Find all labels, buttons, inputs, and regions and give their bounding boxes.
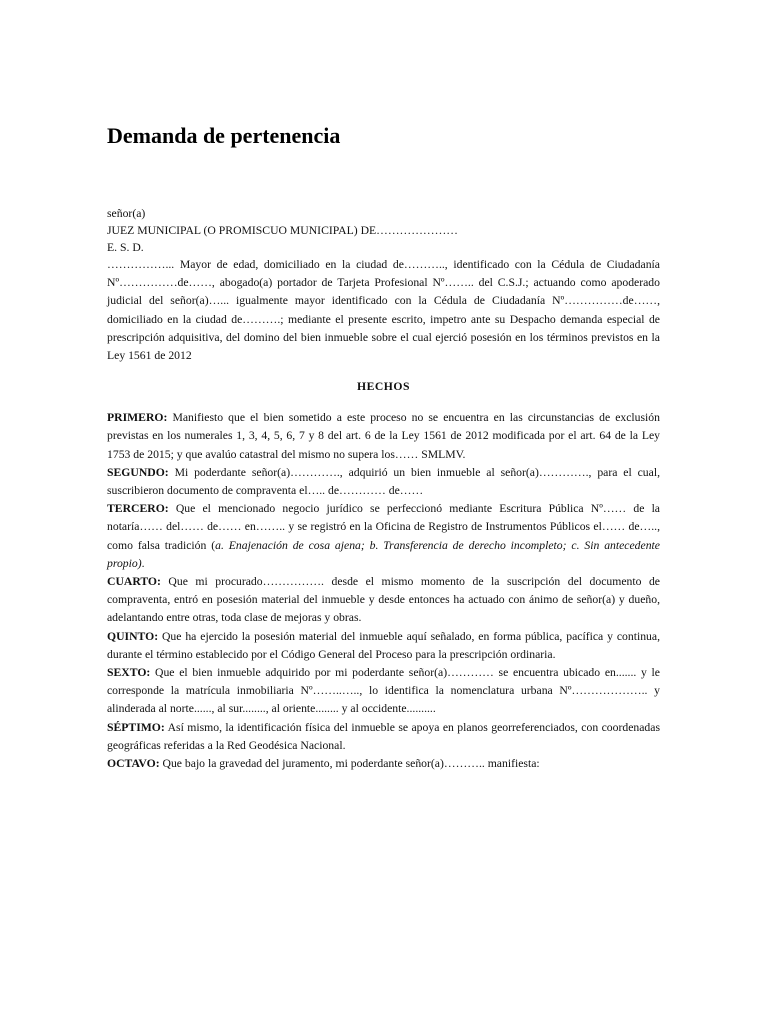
hecho-quinto	[107, 628, 660, 664]
hecho-label: PRIMERO:	[107, 411, 168, 425]
hecho-text: Manifiesto que el bien sometido a este proceso no se encuentra en las circunstancias de exclusión previstas en los numerales 1, 3, 4, 5, 6, 7 y 8 del art. 6 de la Ley 1561 de 2012 modificada por el art. 64 de la Ley 1753 de 2015; y que avalúo catastral del mismo no supera los…… SMLMV.	[107, 411, 660, 461]
hecho-cuarto	[107, 573, 660, 628]
hecho-primero	[107, 409, 660, 464]
hecho-label: QUINTO:	[107, 629, 159, 643]
hecho-tercero	[107, 500, 660, 573]
hecho-text: Que bajo la gravedad del juramento, mi poderdante señor(a)……….. manifiesta:	[159, 757, 540, 771]
hecho-label: CUARTO:	[107, 575, 161, 589]
hecho-label: SEGUNDO:	[107, 465, 169, 479]
hechos-heading: HECHOS	[356, 380, 410, 394]
hecho-label: SEXTO:	[107, 666, 151, 680]
hecho-text: Que ha ejercido la posesión material del inmueble aquí señalado, en forma pública, pacífica y continua, durante el término establecido por el Código General del Proceso para la prescripción ordinaria.	[107, 629, 660, 661]
hecho-label: SÉPTIMO:	[107, 720, 165, 734]
hecho-italic-text: a. Enajenación de cosa ajena; b. Transferencia de derecho incompleto; c. Sin antecedente propio)	[107, 538, 660, 570]
hecho-text: Que el mencionado negocio jurídico se perfeccionó mediante Escritura Pública Nº…… de la notaría…… del…… de…… en…….. y se registró en la Oficina de Registro de Instrumentos Públicos el…… de….., como falsa tradición (	[107, 502, 660, 552]
hecho-septimo	[107, 719, 660, 755]
hecho-text: Mi poderdante señor(a)…………., adquirió un bien inmueble al señor(a)…………., para el cual, suscribieron documento de compraventa el….. de………… de……	[107, 465, 660, 498]
hecho-text-end: .	[141, 556, 145, 570]
hecho-label: TERCERO:	[107, 502, 169, 516]
addressee-line-3: E. S. D.	[107, 241, 144, 254]
addressee-line-1: señor(a)	[107, 207, 146, 220]
intro-paragraph: ……………... Mayor de edad, domiciliado en la ciudad de……….., identificado con la Cédula de Ciudadanía Nº……………de……, abogado(a) portador de Tarjeta Profesional Nº…….. del C.S.J.; actuando como apoderado judicial del señor(a)…... igualmente mayor identificado con la Cédula de Ciudadanía Nº……………de……, domiciliado en la ciudad de……….; mediante el presente escrito, impetro ante su Despacho demanda especial de prescripción adquisitiva, del domino del bien inmueble sobre el cual ejerció posesión en los términos previstos en la Ley 1561 de 2012	[107, 258, 660, 363]
document-content	[107, 122, 660, 773]
hecho-label: OCTAVO:	[107, 757, 160, 771]
hecho-text: Así mismo, la identificación física del inmueble se apoya en planos georreferenciados, con coordenadas geográficas referidas a la Red Geodésica Nacional.	[107, 720, 660, 752]
document-title: Demanda de pertenencia	[107, 123, 341, 148]
hecho-text: Que mi procurado……………. desde el mismo momento de la suscripción del documento de compraventa, entró en posesión material del inmueble y desde entonces ha actuado con ánimo de señor(a) y dueño, adelantando entre otras, toda clase de mejoras y obras.	[107, 575, 660, 625]
hecho-octavo	[107, 755, 660, 773]
hecho-segundo	[107, 464, 660, 500]
hecho-sexto	[107, 664, 660, 719]
hecho-text: Que el bien inmueble adquirido por mi poderdante señor(a)………… se encuentra ubicado en....... y le corresponde la matrícula inmobiliaria Nº……..….., lo identifica la nomenclatura urbana Nº……………….. y alinderada al norte......, al sur........, al oriente........ y al occidente..........	[107, 666, 660, 716]
addressee-line-2: JUEZ MUNICIPAL (O PROMISCUO MUNICIPAL) DE…………………	[107, 224, 458, 237]
